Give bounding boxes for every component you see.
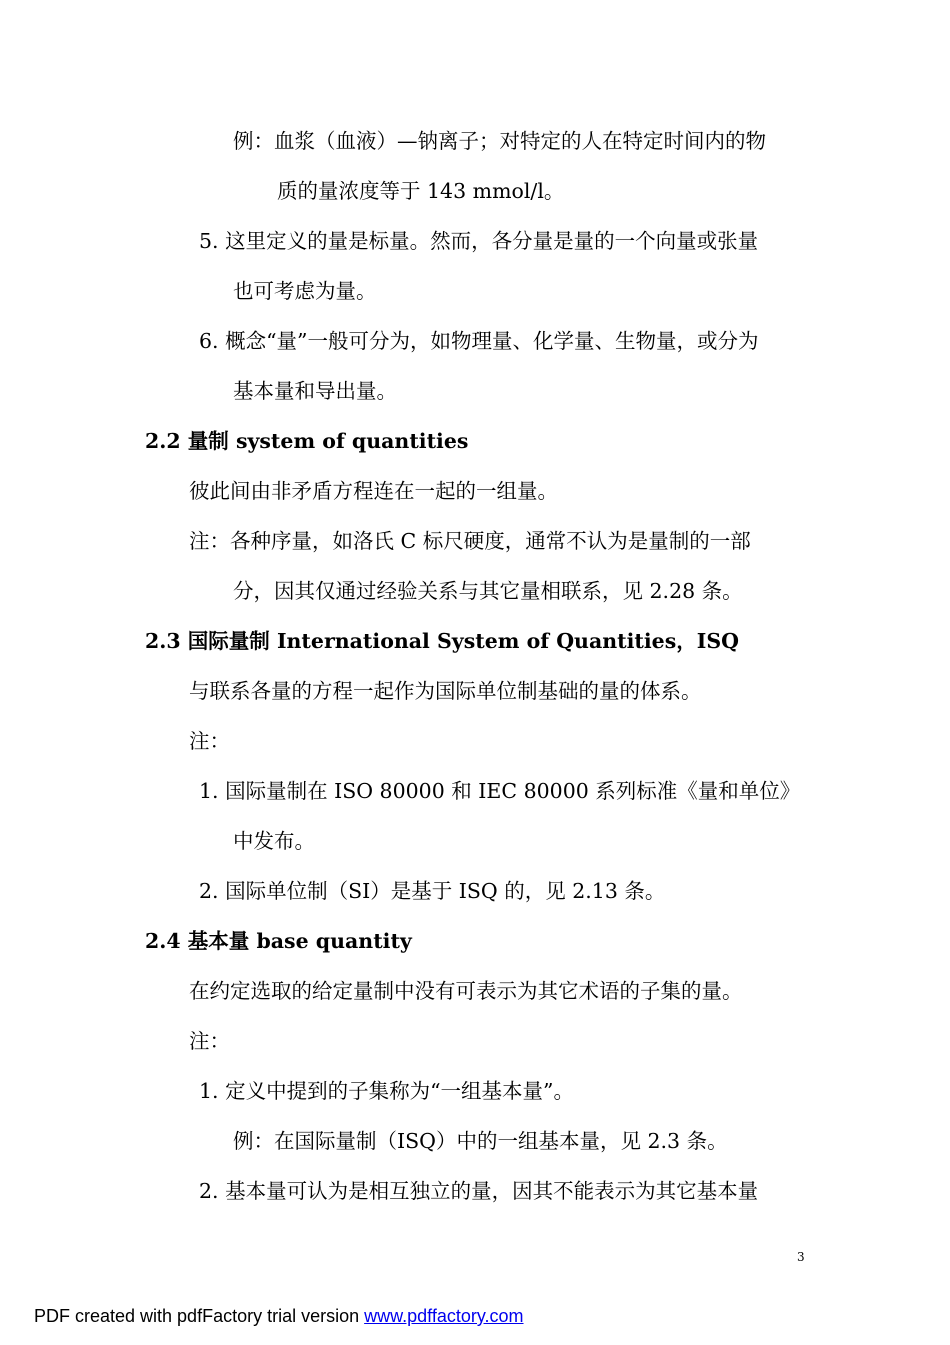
example-continuation: 质的量浓度等于 143 mmol/l。: [277, 179, 565, 203]
note-2-2-continuation: 分，因其仅通过经验关系与其它量相联系，见 2.28 条。: [233, 579, 743, 603]
note-label: 注：: [189, 1029, 230, 1053]
note-6: 6. 概念“量”一般可分为，如物理量、化学量、生物量，或分为: [199, 329, 759, 353]
section-heading-2-2: 2.2 量制 system of quantities: [145, 429, 469, 453]
section-heading-2-3: 2.3 国际量制 International System of Quantities，ISQ: [145, 629, 739, 653]
note-2-3-2: 2. 国际单位制（SI）是基于 ISQ 的，见 2.13 条。: [199, 879, 666, 903]
note-5-continuation: 也可考虑为量。: [233, 279, 377, 303]
pdf-footer: [34, 1306, 524, 1327]
note-2-4-1: 1. 定义中提到的子集称为“一组基本量”。: [199, 1079, 575, 1103]
footer-text: PDF created with pdfFactory trial version: [34, 1306, 365, 1326]
section-heading-2-4: 2.4 基本量 base quantity: [145, 929, 412, 953]
note-6-continuation: 基本量和导出量。: [233, 379, 397, 403]
definition-2-3: 与联系各量的方程一起作为国际单位制基础的量的体系。: [189, 679, 702, 703]
note-5: 5. 这里定义的量是标量。然而，各分量是量的一个向量或张量: [199, 229, 759, 253]
definition-2-4: 在约定选取的给定量制中没有可表示为其它术语的子集的量。: [189, 979, 743, 1003]
footer-link[interactable]: www.pdffactory.com: [364, 1306, 524, 1326]
definition-2-2: 彼此间由非矛盾方程连在一起的一组量。: [189, 479, 558, 503]
note-label: 注：: [189, 729, 230, 753]
note-2-3-1: 1. 国际量制在 ISO 80000 和 IEC 80000 系列标准《量和单位》: [199, 779, 801, 803]
note-2-3-1-continuation: 中发布。: [233, 829, 315, 853]
example-line: 例：血浆（血液）—钠离子；对特定的人在特定时间内的物: [233, 129, 766, 153]
note-2-4-2: 2. 基本量可认为是相互独立的量，因其不能表示为其它基本量: [199, 1179, 759, 1203]
example-2-4-1: 例：在国际量制（ISQ）中的一组基本量，见 2.3 条。: [233, 1129, 728, 1153]
note-2-2: 注：各种序量，如洛氏 C 标尺硬度，通常不认为是量制的一部: [189, 529, 751, 553]
page-number: 3: [797, 1250, 805, 1264]
